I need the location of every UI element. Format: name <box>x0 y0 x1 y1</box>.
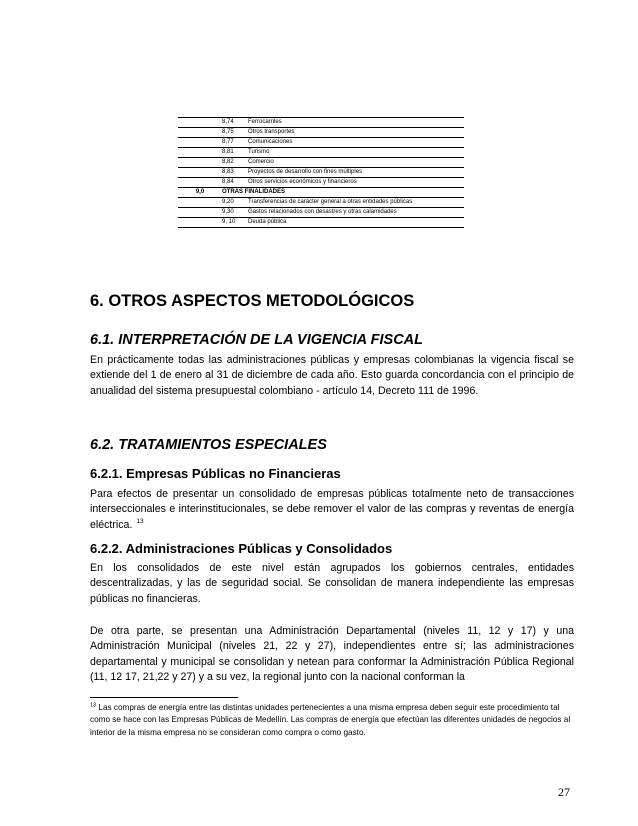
section-6-1-paragraph: En prácticamente todas las administraciones públicas y empresas colombianas la vigencia fiscal se extiende del 1 de enero al 31 de diciembre de cada año. Esto guarda concordancia con el principio de anualidad del sistema presupuestal colombiano - artículo 14, Decreto 111 de 1996. <box>90 354 574 397</box>
row-group-code <box>178 168 222 178</box>
section-6-1-title: 6.1. INTERPRETACIÓN DE LA VIGENCIA FISCAL <box>90 332 423 348</box>
footnote-text: Las compras de energía entre las distintas unidades pertenecientes a una misma empresa deben seguir este procedimiento tal como se hace con las Empresas Públicas de Medellín. Las compras de energía que efectúan las diferentes unidades de negocios al interior de la misma empresa no se consideran como compra o como gasto. <box>90 703 571 737</box>
row-code: 8,83 <box>222 168 248 178</box>
classification-table <box>178 117 464 228</box>
table-row <box>178 148 464 158</box>
row-code: OTRAS FINALIDADES <box>222 188 464 198</box>
row-label: Turismo <box>248 148 464 158</box>
row-code: 9, 10 <box>222 218 248 228</box>
section-6-2-1-text: Para efectos de presentar un consolidado de empresas públicas totalmente neto de transacciones interseccionales e interinstitucionales, se debe remover el valor de las compras y reventas de energía eléctrica. <box>90 488 574 531</box>
row-group-code <box>178 148 222 158</box>
section-6-title: 6. OTROS ASPECTOS METODOLÓGICOS <box>90 292 415 310</box>
footnote <box>90 702 574 739</box>
footnote-reference: 13 <box>136 518 144 526</box>
table-row <box>178 198 464 208</box>
section-6-2-1-title: 6.2.1. Empresas Públicas no Financieras <box>90 466 341 481</box>
table-row <box>178 168 464 178</box>
table-row <box>178 218 464 228</box>
row-label: Otros servicios económicos y financieros <box>248 178 464 188</box>
footnote-divider <box>90 697 238 698</box>
row-label: Comercio <box>248 158 464 168</box>
page-number: 27 <box>558 785 570 799</box>
table-row <box>178 208 464 218</box>
row-label: Proyectos de desarrollo con fines múltiples <box>248 168 464 178</box>
row-code: 8,82 <box>222 158 248 168</box>
row-code: 8,84 <box>222 178 248 188</box>
row-label: Otros transportes <box>248 128 464 138</box>
row-group-code: 9,0 <box>178 188 222 198</box>
row-group-code <box>178 158 222 168</box>
row-group-code <box>178 128 222 138</box>
row-group-code <box>178 138 222 148</box>
row-code: 8,81 <box>222 148 248 158</box>
table-row <box>178 138 464 148</box>
row-code: 8,77 <box>222 138 248 148</box>
row-label: Comunicaciones <box>248 138 464 148</box>
row-code: 9,20 <box>222 198 248 208</box>
row-code: 8,74 <box>222 118 248 128</box>
section-6-2-title: 6.2. TRATAMIENTOS ESPECIALES <box>90 437 327 453</box>
row-label: Gastos relacionados con desastres y otras calamidades <box>248 208 464 218</box>
section-6-2-2-paragraph-2: De otra parte, se presentan una Administración Departamental (niveles 11, 12 y 17) y una Administración Municipal (niveles 21, 22 y 27), independientes entre sí; las administraciones departamental y municipal se consolidan y netean para conformar la Administración Pública Regional (11, 12 17, 21,22 y 27) y a su vez, la regional junto con la nacional conforman la <box>90 625 574 684</box>
table-row <box>178 158 464 168</box>
table-row <box>178 188 464 198</box>
section-6-2-2-paragraph: En los consolidados de este nivel están agrupados los gobiernos centrales, entidades descentralizadas, y las de seguridad social. Se consolidan de manera independiente las empresas públicas no financieras. <box>90 562 574 605</box>
row-code: 8,75 <box>222 128 248 138</box>
row-group-code <box>178 208 222 218</box>
row-group-code <box>178 198 222 208</box>
row-label: Ferrocarriles <box>248 118 464 128</box>
row-group-code <box>178 178 222 188</box>
row-label: Transferencias de carácter general a otras entidades públicas <box>248 198 464 208</box>
row-label: Deuda pública <box>248 218 464 228</box>
section-6-2-1-paragraph <box>90 487 574 533</box>
row-group-code <box>178 118 222 128</box>
table-row <box>178 118 464 128</box>
table-row <box>178 128 464 138</box>
footnote-number: 13 <box>90 702 97 709</box>
section-6-2-2-title: 6.2.2. Administraciones Públicas y Consolidados <box>90 541 393 556</box>
row-code: 9,30 <box>222 208 248 218</box>
table-row <box>178 178 464 188</box>
row-group-code <box>178 218 222 228</box>
